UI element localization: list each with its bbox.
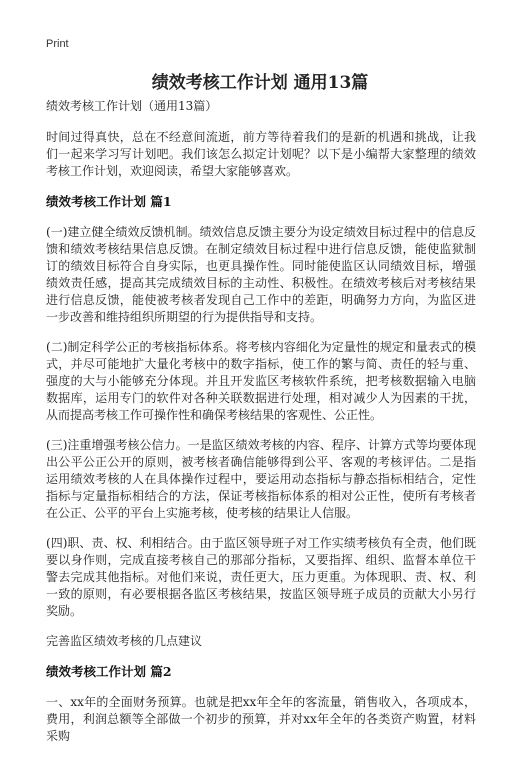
section1-paragraph-3: (三)注重增强考核公信力。一是监区绩效考核的内容、程序、计算方式等均要体现出公平公正公开的原则，被考核者确信能够得到公平、客观的考核评估。二是指运用绩效考核的人在具体操作过程中，要运用动态指标与静态指标相结合，定性指标与定量指标相结合的方法，保证考核指标体系的相对公正性，使所有考核者在公正、公平的平台上实施考核，使考核的结果让人信服。 <box>46 438 476 520</box>
section1-paragraph-1: (一)建立健全绩效反馈机制。绩效信息反馈主要分为设定绩效目标过程中的信息反馈和绩效考核结果信息反馈。在制定绩效目标过程中进行信息反馈，能使监狱制订的绩效目标符合自身实际，也更具操作性。同时能使监区认同绩效目标，增强绩效责任感，提高其完成绩效目标的主动性、积极性。在绩效考核后对考核结果进行信息反馈，能使被考核者发现自己工作中的差距，明确努力方向，为监区进一步改善和维持组织所期望的行为提供指导和支持。 <box>46 225 476 324</box>
section1-paragraph-5: 完善监区绩效考核的几点建议 <box>46 634 203 648</box>
document-subtitle: 绩效考核工作计划（通用13篇） <box>46 99 218 113</box>
document-title: 绩效考核工作计划 通用13篇 <box>151 73 369 93</box>
section-heading-1: 绩效考核工作计划 篇1 <box>46 194 172 209</box>
print-link[interactable]: Print <box>46 38 69 50</box>
section1-paragraph-4: (四)职、责、权、利相结合。由于监区领导班子对工作实绩考核负有全责，他们既要以身作则，完成直接考核自己的那部分指标，又要指挥、组织、监督本单位干警去完成其他指标。对他们来说，责任更大，压力更重。为体现职、责、权、利一致的原则，有必要根据各监区考核结果，按监区领导班子成员的贡献大小另行奖励。 <box>46 536 476 618</box>
intro-paragraph: 时间过得真快，总在不经意间流逝，前方等待着我们的是新的机遇和挑战，让我们一起来学习写计划吧。我们该怎么拟定计划呢？以下是小编帮大家整理的绩效考核工作计划，欢迎阅读，希望大家能够喜欢。 <box>46 130 476 178</box>
section2-paragraph-1: 一、xx年的全面财务预算。也就是把xx年全年的客流量，销售收入，各项成本，费用，利润总额等全部做一个初步的预算，并对xx年全年的各类资产购置，材料采购 <box>46 695 476 743</box>
document-body <box>46 98 476 758</box>
section-heading-2: 绩效考核工作计划 篇2 <box>46 664 172 679</box>
section1-paragraph-2: (二)制定科学公正的考核指标体系。将考核内容细化为定量性的规定和量表式的模式，并尽可能地扩大量化考核中的数字指标，使工作的繁与简、责任的轻与重、强度的大与小能够充分体现。并且开发监区考核软件系统，把考核数据输入电脑数据库，运用专门的软件对各种关联数据进行处理，相对减少人为因素的干扰，从而提高考核工作可操作性和确保考核结果的客观性、公正性。 <box>46 340 476 422</box>
